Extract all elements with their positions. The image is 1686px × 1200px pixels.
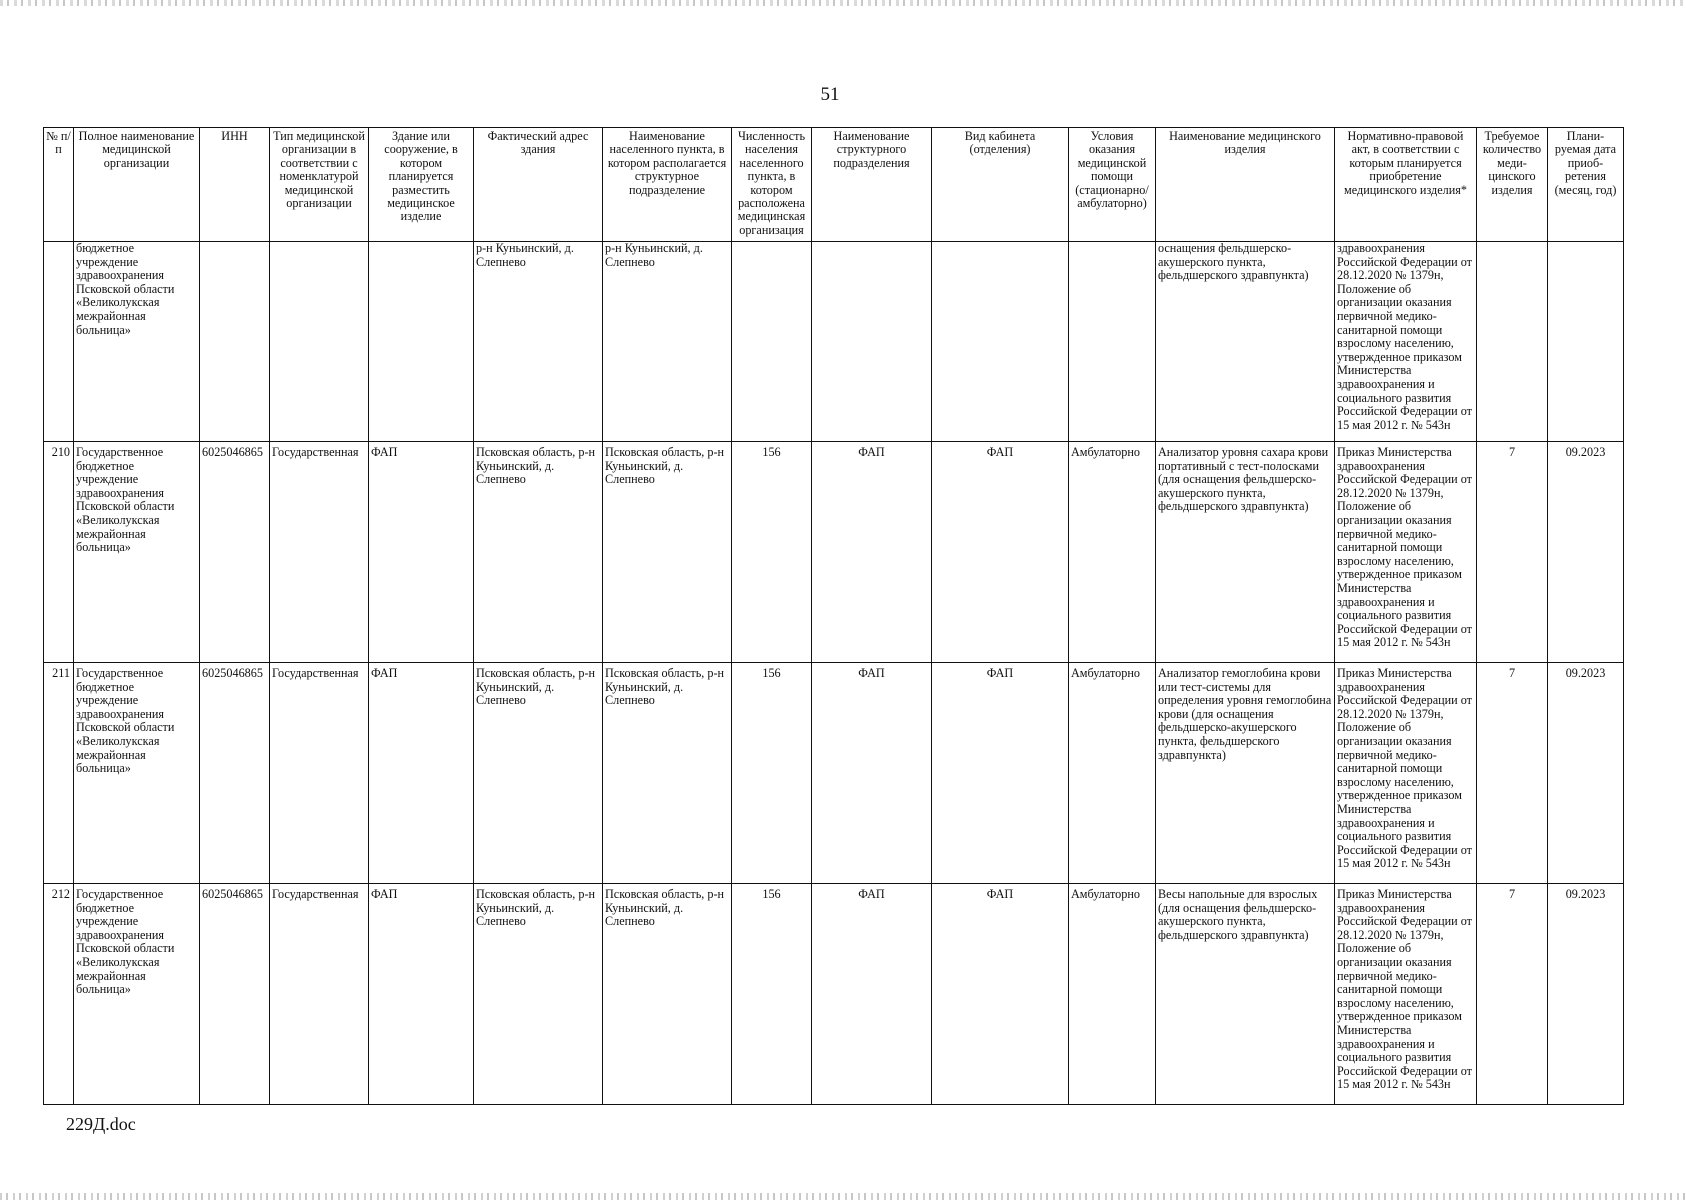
header-cell-num: № п/п — [44, 128, 74, 242]
cell-population: 156 — [732, 884, 812, 1105]
cell-building: ФАП — [369, 663, 474, 884]
header-cell-org: Полное наименование медицинской организации — [74, 128, 200, 242]
cell-cabinet: ФАП — [932, 442, 1069, 663]
cell-settlement: Псковская область, р-н Куньинский, д. Слепнево — [603, 442, 732, 663]
cell-type: Государственная — [270, 442, 369, 663]
cell-inn: 6025046865 — [200, 663, 270, 884]
table-row-continuation — [44, 242, 1624, 442]
header-cell-quantity: Требуемое количество меди-цинского изделия — [1477, 128, 1548, 242]
cell-quantity: 7 — [1477, 663, 1548, 884]
cell-num: 210 — [44, 442, 74, 663]
cell-conditions: Амбулаторно — [1069, 884, 1156, 1105]
header-cell-conditions: Условия оказания медицинской помощи (стационарно/ амбулаторно) — [1069, 128, 1156, 242]
cell-org: Государственное бюджетное учреждение здравоохранения Псковской области «Великолукская межрайонная больница» — [74, 884, 200, 1105]
header-cell-subdivision: Наименование структурного подразделения — [812, 128, 932, 242]
cell-cabinet: ФАП — [932, 663, 1069, 884]
cell-inn: 6025046865 — [200, 884, 270, 1105]
scan-edge-top — [0, 0, 1686, 6]
cell-act: Приказ Министерства здравоохранения Российской Федерации от 28.12.2020 № 1379н, Положение об организации оказания первичной медико-санитарной помощи взрослому населению, утвержденное приказом Министерства здравоохранения и социального развития Российской Федерации от 15 мая 2012 г. № 543н — [1335, 663, 1477, 884]
table-header-row — [44, 128, 1624, 242]
cell-population: 156 — [732, 442, 812, 663]
cell-org: Государственное бюджетное учреждение здравоохранения Псковской области «Великолукская межрайонная больница» — [74, 663, 200, 884]
cell-quantity — [1477, 242, 1548, 442]
cell-building — [369, 242, 474, 442]
cell-quantity: 7 — [1477, 884, 1548, 1105]
header-cell-type: Тип медицинской организации в соответствии с номенклатурой медицинской организации — [270, 128, 369, 242]
header-cell-building: Здание или сооружение, в котором планируется разместить медицинское изделие — [369, 128, 474, 242]
header-cell-cabinet: Вид кабинета (отделения) — [932, 128, 1069, 242]
cell-address: Псковская область, р-н Куньинский, д. Слепнево — [474, 442, 603, 663]
cell-subdivision: ФАП — [812, 442, 932, 663]
cell-device: Анализатор гемоглобина крови или тест-системы для определения уровня гемоглобина крови (для оснащения фельдшерско-акушерского пункта, фельдшерского здравпункта) — [1156, 663, 1335, 884]
cell-device: оснащения фельдшерско-акушерского пункта, фельдшерского здравпункта) — [1156, 242, 1335, 442]
cell-settlement: р-н Куньинский, д. Слепнево — [603, 242, 732, 442]
header-cell-device: Наименование медицинского изделия — [1156, 128, 1335, 242]
footer-filename: 229Д.doc — [66, 1114, 136, 1134]
cell-conditions: Амбулаторно — [1069, 442, 1156, 663]
cell-date: 09.2023 — [1548, 884, 1624, 1105]
cell-population — [732, 242, 812, 442]
table-row — [44, 442, 1624, 663]
cell-device: Анализатор уровня сахара крови портативный с тест-полосками (для оснащения фельдшерско-акушерского пункта, фельдшерского здравпункта) — [1156, 442, 1335, 663]
cell-date: 09.2023 — [1548, 663, 1624, 884]
header-cell-settlement: Наименование населенного пункта, в котором располагается структурное подразделение — [603, 128, 732, 242]
cell-org: бюджетное учреждение здравоохранения Псковской области «Великолукская межрайонная больница» — [74, 242, 200, 442]
header-cell-act: Нормативно-правовой акт, в соответствии с которым планируется приобретение медицинского изделия* — [1335, 128, 1477, 242]
cell-device: Весы напольные для взрослых (для оснащения фельдшерско-акушерского пункта, фельдшерского здравпункта) — [1156, 884, 1335, 1105]
cell-address: р-н Куньинский, д. Слепнево — [474, 242, 603, 442]
header-cell-address: Фактический адрес здания — [474, 128, 603, 242]
cell-settlement: Псковская область, р-н Куньинский, д. Слепнево — [603, 663, 732, 884]
header-cell-date: Плани-руемая дата приоб-ретения (месяц, год) — [1548, 128, 1624, 242]
cell-population: 156 — [732, 663, 812, 884]
cell-address: Псковская область, р-н Куньинский, д. Слепнево — [474, 663, 603, 884]
cell-date: 09.2023 — [1548, 442, 1624, 663]
cell-settlement: Псковская область, р-н Куньинский, д. Слепнево — [603, 884, 732, 1105]
cell-num: 211 — [44, 663, 74, 884]
cell-building: ФАП — [369, 442, 474, 663]
cell-cabinet — [932, 242, 1069, 442]
cell-quantity: 7 — [1477, 442, 1548, 663]
scan-edge-bottom — [0, 1193, 1686, 1200]
table-row — [44, 884, 1624, 1105]
cell-type: Государственная — [270, 663, 369, 884]
cell-cabinet: ФАП — [932, 884, 1069, 1105]
cell-conditions: Амбулаторно — [1069, 663, 1156, 884]
cell-address: Псковская область, р-н Куньинский, д. Слепнево — [474, 884, 603, 1105]
cell-type — [270, 242, 369, 442]
header-cell-inn: ИНН — [200, 128, 270, 242]
cell-subdivision — [812, 242, 932, 442]
cell-subdivision: ФАП — [812, 663, 932, 884]
header-cell-population: Численность населения населенного пункта, в котором расположена медицинская организация — [732, 128, 812, 242]
cell-subdivision: ФАП — [812, 884, 932, 1105]
cell-inn — [200, 242, 270, 442]
cell-date — [1548, 242, 1624, 442]
cell-num: 212 — [44, 884, 74, 1105]
cell-inn: 6025046865 — [200, 442, 270, 663]
table-row — [44, 663, 1624, 884]
cell-act: Приказ Министерства здравоохранения Российской Федерации от 28.12.2020 № 1379н, Положение об организации оказания первичной медико-санитарной помощи взрослому населению, утвержденное приказом Министерства здравоохранения и социального развития Российской Федерации от 15 мая 2012 г. № 543н — [1335, 884, 1477, 1105]
cell-conditions — [1069, 242, 1156, 442]
cell-building: ФАП — [369, 884, 474, 1105]
cell-num — [44, 242, 74, 442]
device-register-table — [43, 127, 1624, 1105]
page-number: 51 — [820, 84, 840, 105]
cell-org: Государственное бюджетное учреждение здравоохранения Псковской области «Великолукская межрайонная больница» — [74, 442, 200, 663]
cell-type: Государственная — [270, 884, 369, 1105]
cell-act: здравоохранения Российской Федерации от 28.12.2020 № 1379н, Положение об организации оказания первичной медико-санитарной помощи взрослому населению, утвержденное приказом Министерства здравоохранения и социального развития Российской Федерации от 15 мая 2012 г. № 543н — [1335, 242, 1477, 442]
cell-act: Приказ Министерства здравоохранения Российской Федерации от 28.12.2020 № 1379н, Положение об организации оказания первичной медико-санитарной помощи взрослому населению, утвержденное приказом Министерства здравоохранения и социального развития Российской Федерации от 15 мая 2012 г. № 543н — [1335, 442, 1477, 663]
